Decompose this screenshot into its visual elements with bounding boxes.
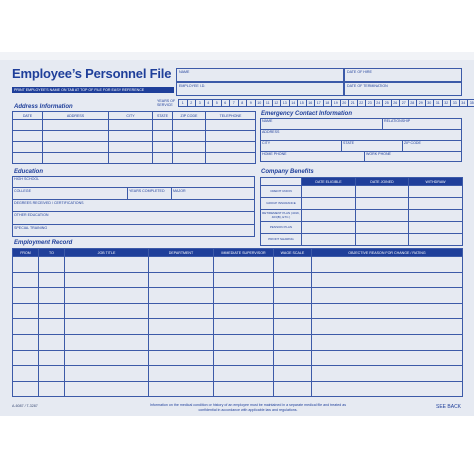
employment-cell[interactable] [214, 288, 274, 304]
emergency-relationship-label: RELATIONSHIP [384, 119, 411, 123]
employment-cell[interactable] [65, 366, 149, 382]
employment-column-header: DEPARTMENT [149, 249, 214, 257]
employment-cell[interactable] [312, 334, 463, 350]
table-row [13, 334, 463, 350]
year-box[interactable]: 3 [196, 100, 205, 107]
employment-cell[interactable] [214, 319, 274, 335]
employment-cell[interactable] [149, 366, 214, 382]
years-of-service-label: YEARS OF SERVICE [157, 99, 176, 107]
employment-cell[interactable] [13, 257, 39, 273]
table-row [13, 257, 463, 273]
education-box [12, 176, 255, 237]
emergency-city-label: CITY [262, 141, 271, 145]
employment-cell[interactable] [214, 303, 274, 319]
year-box[interactable]: 28 [408, 100, 417, 107]
benefit-cell[interactable] [302, 186, 356, 198]
employment-cell[interactable] [65, 303, 149, 319]
date-of-hire-label: DATE OF HIRE [347, 70, 372, 74]
benefit-cell[interactable] [302, 210, 356, 222]
name-label: NAME [179, 70, 190, 74]
name-field[interactable] [176, 68, 344, 82]
benefit-cell[interactable] [302, 198, 356, 210]
address-cell[interactable] [13, 142, 43, 153]
employment-cell[interactable] [274, 350, 312, 366]
year-box[interactable]: 9 [247, 100, 256, 107]
table-row [13, 288, 463, 304]
address-table [12, 111, 256, 164]
benefit-name: RETIREMENT PLAN (401K, 403(B), ETC.) [261, 210, 302, 222]
page-title: Employee’s Personnel File [12, 66, 172, 81]
employment-cell[interactable] [149, 381, 214, 397]
years-of-service-grid [178, 99, 474, 107]
employment-cell[interactable] [214, 381, 274, 397]
address-column-header: ZIP CODE [173, 112, 206, 120]
emergency-address-label: ADDRESS [262, 130, 280, 134]
table-row [13, 153, 256, 164]
employment-column-header: OBJECTIVE REASON FOR CHANGE / RATING [312, 249, 463, 257]
address-cell[interactable] [173, 120, 206, 131]
year-box[interactable]: 21 [349, 100, 358, 107]
employment-cell[interactable] [149, 319, 214, 335]
employment-cell[interactable] [312, 303, 463, 319]
address-heading: Address Information [14, 104, 73, 110]
employment-cell[interactable] [274, 381, 312, 397]
employment-cell[interactable] [312, 257, 463, 273]
employment-cell[interactable] [39, 272, 65, 288]
employment-cell[interactable] [65, 288, 149, 304]
year-box[interactable]: 24 [374, 100, 383, 107]
employment-cell[interactable] [149, 272, 214, 288]
employment-cell[interactable] [39, 366, 65, 382]
employee-id-label: EMPLOYEE I.D. [179, 84, 206, 88]
benefit-cell[interactable] [409, 222, 463, 234]
employment-cell[interactable] [274, 257, 312, 273]
year-box[interactable]: 7 [230, 100, 239, 107]
education-heading: Education [14, 169, 44, 175]
year-box[interactable]: 10 [255, 100, 264, 107]
education-divider [12, 224, 255, 225]
benefit-cell[interactable] [409, 198, 463, 210]
benefit-cell[interactable] [409, 234, 463, 246]
year-box[interactable]: 25 [383, 100, 392, 107]
year-box[interactable]: 13 [281, 100, 290, 107]
benefit-cell[interactable] [356, 186, 409, 198]
form-code: A-6087 / T-3287 [12, 404, 38, 408]
year-box[interactable]: 8 [238, 100, 247, 107]
employee-id-field[interactable] [176, 82, 344, 96]
employment-cell[interactable] [13, 381, 39, 397]
year-box[interactable]: 5 [213, 100, 222, 107]
employment-cell[interactable] [13, 334, 39, 350]
table-row [13, 142, 256, 153]
employment-cell[interactable] [214, 272, 274, 288]
employment-cell[interactable] [214, 257, 274, 273]
year-box[interactable]: 1 [179, 100, 188, 107]
year-box[interactable]: 30 [425, 100, 434, 107]
employment-cell[interactable] [149, 303, 214, 319]
employment-cell[interactable] [274, 303, 312, 319]
address-cell[interactable] [109, 131, 153, 142]
address-column-header: STATE [153, 112, 173, 120]
table-row [261, 210, 463, 222]
emergency-state-label: STATE [343, 141, 355, 145]
address-cell[interactable] [206, 120, 256, 131]
benefits-column-header: DATE ELIGIBLE [302, 178, 356, 186]
education-divider [12, 211, 255, 212]
benefits-column-header: WITHDRAW [409, 178, 463, 186]
emergency-zip-label: ZIP CODE [404, 141, 421, 145]
benefit-cell[interactable] [302, 234, 356, 246]
education-divider [12, 199, 255, 200]
emergency-divider [341, 140, 342, 151]
table-row [13, 131, 256, 142]
employment-cell[interactable] [312, 366, 463, 382]
address-column-header: DATE [13, 112, 43, 120]
employment-cell[interactable] [39, 350, 65, 366]
year-box[interactable]: 15 [298, 100, 307, 107]
year-box[interactable]: 4 [204, 100, 213, 107]
employment-heading: Employment Record [14, 240, 73, 246]
print-instruction-bar: PRINT EMPLOYEE’S NAME ON TAB AT TOP OF FILE FOR EASY REFERENCE [12, 87, 174, 93]
college-label: COLLEGE [14, 189, 31, 193]
benefit-cell[interactable] [409, 210, 463, 222]
emergency-work-phone-label: WORK PHONE [366, 152, 391, 156]
emergency-divider [260, 129, 462, 130]
benefit-cell[interactable] [356, 234, 409, 246]
employment-cell[interactable] [13, 272, 39, 288]
employment-cell[interactable] [39, 288, 65, 304]
employment-cell[interactable] [13, 366, 39, 382]
education-divider [12, 187, 255, 188]
special-training-label: SPECIAL TRAINING [14, 226, 48, 230]
employment-cell[interactable] [13, 288, 39, 304]
table-row [13, 120, 256, 131]
employment-cell[interactable] [214, 334, 274, 350]
employment-cell[interactable] [312, 319, 463, 335]
emergency-home-phone-label: HOME PHONE [262, 152, 287, 156]
address-cell[interactable] [206, 131, 256, 142]
year-box[interactable]: 33 [451, 100, 460, 107]
benefit-name: PROFIT SHARING [261, 234, 302, 246]
address-column-header: CITY [109, 112, 153, 120]
emergency-divider [364, 151, 365, 162]
address-cell[interactable] [173, 153, 206, 164]
year-box[interactable]: 12 [272, 100, 281, 107]
year-box[interactable]: 17 [315, 100, 324, 107]
address-cell[interactable] [206, 142, 256, 153]
employment-cell[interactable] [65, 272, 149, 288]
year-box[interactable]: 2 [187, 100, 196, 107]
year-box[interactable]: 22 [357, 100, 366, 107]
employment-column-header: WAGE SCALE [274, 249, 312, 257]
high-school-label: HIGH SCHOOL [14, 177, 40, 181]
table-row [13, 319, 463, 335]
employment-cell[interactable] [149, 334, 214, 350]
year-box[interactable]: 32 [442, 100, 451, 107]
employment-cell[interactable] [274, 334, 312, 350]
employment-cell[interactable] [65, 257, 149, 273]
emergency-heading: Emergency Contact Information [261, 111, 353, 117]
address-cell[interactable] [109, 142, 153, 153]
employment-cell[interactable] [13, 350, 39, 366]
employment-cell[interactable] [39, 303, 65, 319]
emergency-divider [260, 151, 462, 152]
benefit-cell[interactable] [356, 198, 409, 210]
employment-column-header: IMMEDIATE SUPERVISOR [214, 249, 274, 257]
medical-notice: Information on the medical condition or history of an employee must be maintained in a separate medical file and treated as confidential in accordance with applicable law and regulations. [149, 403, 347, 412]
employment-cell[interactable] [274, 272, 312, 288]
employment-cell[interactable] [214, 350, 274, 366]
address-cell[interactable] [153, 131, 173, 142]
employment-cell[interactable] [149, 288, 214, 304]
employment-cell[interactable] [214, 366, 274, 382]
employment-cell[interactable] [274, 319, 312, 335]
benefit-cell[interactable] [302, 222, 356, 234]
employment-cell[interactable] [39, 334, 65, 350]
employment-column-header: FROM [13, 249, 39, 257]
year-box[interactable]: 23 [366, 100, 375, 107]
education-divider [171, 187, 172, 199]
address-column-header: ADDRESS [43, 112, 109, 120]
benefit-cell[interactable] [356, 210, 409, 222]
benefits-column-header: DATE JOINED [356, 178, 409, 186]
degrees-label: DEGREES RECEIVED / CERTIFICATIONS [14, 201, 84, 205]
employment-cell[interactable] [39, 257, 65, 273]
year-box[interactable]: 31 [434, 100, 443, 107]
see-back-label: SEE BACK [436, 404, 462, 410]
address-cell[interactable] [153, 153, 173, 164]
employment-cell[interactable] [65, 319, 149, 335]
emergency-divider [382, 118, 383, 129]
year-box[interactable]: 14 [289, 100, 298, 107]
table-row [13, 366, 463, 382]
employment-cell[interactable] [312, 381, 463, 397]
employment-cell[interactable] [39, 319, 65, 335]
benefits-table [260, 177, 463, 246]
employment-cell[interactable] [65, 334, 149, 350]
years-completed-label: YEARS COMPLETED [129, 189, 165, 193]
address-cell[interactable] [109, 120, 153, 131]
address-cell[interactable] [173, 142, 206, 153]
address-cell[interactable] [43, 153, 109, 164]
address-cell[interactable] [13, 120, 43, 131]
emergency-divider [402, 140, 403, 151]
address-cell[interactable] [153, 120, 173, 131]
year-box[interactable]: 19 [332, 100, 341, 107]
year-box[interactable]: 20 [340, 100, 349, 107]
address-cell[interactable] [13, 131, 43, 142]
benefit-name: PENSION PLAN [261, 222, 302, 234]
year-box[interactable]: 6 [221, 100, 230, 107]
date-of-termination-label: DATE OF TERMINATION [347, 84, 388, 88]
date-of-hire-field[interactable] [344, 68, 462, 82]
table-row [13, 350, 463, 366]
address-cell[interactable] [43, 142, 109, 153]
table-row [261, 222, 463, 234]
address-cell[interactable] [109, 153, 153, 164]
table-row [13, 303, 463, 319]
year-box[interactable]: 27 [400, 100, 409, 107]
emergency-name-label: NAME [262, 119, 273, 123]
year-box[interactable]: 18 [323, 100, 332, 107]
education-divider [127, 187, 128, 199]
other-education-label: OTHER EDUCATION [14, 213, 49, 217]
table-row [261, 198, 463, 210]
employment-cell[interactable] [65, 381, 149, 397]
address-cell[interactable] [206, 153, 256, 164]
employment-cell[interactable] [149, 257, 214, 273]
year-box[interactable]: 26 [391, 100, 400, 107]
benefits-heading: Company Benefits [261, 169, 314, 175]
table-row [261, 186, 463, 198]
benefit-name: GROUP INSURANCE [261, 198, 302, 210]
employment-cell[interactable] [65, 350, 149, 366]
benefits-corner-cell [261, 178, 302, 186]
table-row [13, 272, 463, 288]
address-cell[interactable] [13, 153, 43, 164]
employment-cell[interactable] [13, 303, 39, 319]
employment-cell[interactable] [13, 319, 39, 335]
year-box[interactable]: 29 [417, 100, 426, 107]
address-column-header: TELEPHONE [206, 112, 256, 120]
employment-cell[interactable] [312, 272, 463, 288]
benefit-cell[interactable] [356, 222, 409, 234]
table-row [13, 381, 463, 397]
employment-column-header: TO [39, 249, 65, 257]
year-box[interactable]: 35 [468, 100, 474, 107]
employment-column-header: JOB TITLE [65, 249, 149, 257]
address-cell[interactable] [153, 142, 173, 153]
year-box[interactable]: 11 [264, 100, 273, 107]
address-cell[interactable] [43, 131, 109, 142]
employment-record-table [12, 248, 463, 397]
date-of-termination-field[interactable] [344, 82, 462, 96]
employment-cell[interactable] [39, 381, 65, 397]
benefit-name: CREDIT UNION [261, 186, 302, 198]
employment-cell[interactable] [274, 366, 312, 382]
year-box[interactable]: 34 [459, 100, 468, 107]
year-box[interactable]: 16 [306, 100, 315, 107]
address-cell[interactable] [173, 131, 206, 142]
emergency-divider [260, 140, 462, 141]
table-row [261, 234, 463, 246]
employment-cell[interactable] [312, 288, 463, 304]
employment-cell[interactable] [274, 288, 312, 304]
major-label: MAJOR [173, 189, 186, 193]
benefit-cell[interactable] [409, 186, 463, 198]
employment-cell[interactable] [149, 350, 214, 366]
address-cell[interactable] [43, 120, 109, 131]
employment-cell[interactable] [312, 350, 463, 366]
